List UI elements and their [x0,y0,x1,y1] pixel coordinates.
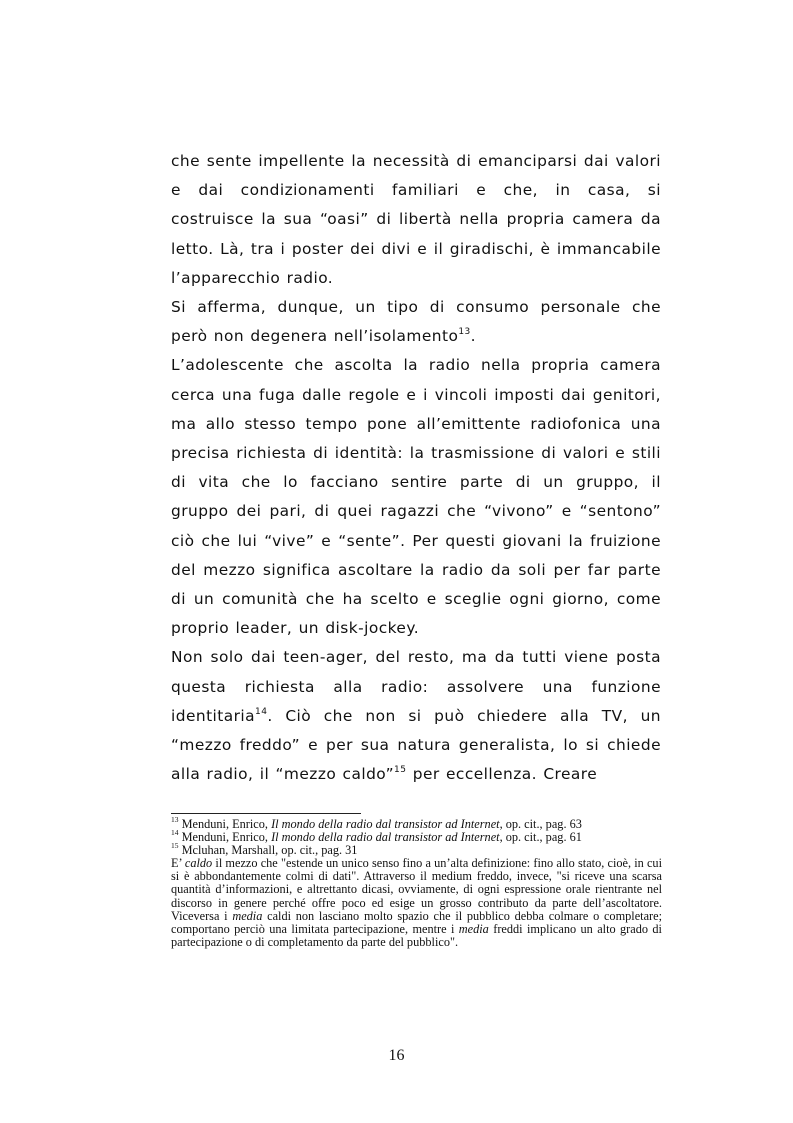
paragraph-4-part1: Non solo dai teen-ager, del resto, ma da tutti viene posta questa richiesta alla radio: assolvere una funzione identitaria [171,648,661,725]
note-em-caldo: caldo [184,856,213,871]
paragraph-3-text: L’adolescente che ascolta la radio nella propria camera cerca una fuga dalle regole e i vincoli imposti dai genitori, ma allo stesso tempo pone all’emittente radiofonica una precisa richiesta di identità: la trasmissione di valori e stili di vita che lo facciano sentire parte di un gruppo, il gruppo dei pari, di quei ragazzi che “vivono” e “sentono” ciò che lui “vive” e “sente”. Per questi giovani la fruizione del mezzo significa ascoltare la radio da soli per far parte di un comunità che ha scelto e sceglie ogni giorno, come proprio leader, un disk-jockey. [171,356,661,638]
paragraph-2-end: . [470,327,477,346]
note-end: freddi implicano un alto grado di partecipazione o di completamento da parte del pubblico". [171,921,662,949]
footnote-13-title: Il mondo della radio dal transistor ad Internet [271,817,500,831]
paragraph-4 [171,643,661,789]
footnote-13-rest: , op. cit., pag. 63 [499,817,582,831]
footnote-14-number: 14 [171,828,179,837]
note-mid-2: caldi non lasciano molto spazio che il pubblico debba colmare o completare; comportano perciò una limitata partecipazione, mentre i [171,908,662,936]
note-em-media-1: media [232,908,263,923]
footnote-14-author: Menduni, Enrico, [178,830,272,845]
main-text [171,147,661,789]
footnote-13-author: Menduni, Enrico, [178,817,272,831]
footnote-separator [171,813,361,814]
paragraph-3 [171,351,661,643]
footnote-13-number: 13 [171,814,179,824]
footnote-15-note [171,857,662,949]
paragraph-1-text: che sente impellente la necessità di emanciparsi dai valori e dai condizionamenti familiari e che, in casa, si costruisce la sua “oasi” di libertà nella propria camera da letto. Là, tra i poster dei divi e il giradischi, è immancabile l’apparecchio radio. [171,152,661,287]
paragraph-2-text: Si afferma, dunque, un tipo di consumo personale che però non degenera nell’isolamento [171,298,661,346]
footnote-15-number: 15 [171,841,179,851]
footnote-ref-15: 15 [394,765,407,776]
footnote-14-title: Il mondo della radio dal transistor ad Internet [271,830,500,845]
footnotes [171,814,662,949]
paragraph-4-part2: . Ciò che non si può chiedere alla TV, un “mezzo freddo” e per sua natura generalista, lo si chiede alla radio, il “mezzo caldo” [171,706,661,784]
footnote-ref-13: 13 [458,327,471,338]
paragraph-1 [171,147,661,293]
footnote-ref-14: 14 [255,706,268,717]
note-em-media-2: media [458,921,489,936]
footnote-14-rest: , op. cit., pag. 61 [499,830,582,845]
footnote-15-text: Mcluhan, Marshall, op. cit., pag. 31 [178,843,358,858]
page-number: 16 [388,1047,405,1064]
paragraph-2 [171,293,661,351]
note-mid-1: il mezzo che "estende un unico senso fino a un’alta definizione: fino allo stato, cioè, in cui si è abbondantemente colmi di dati". Attraverso il medium freddo, invece, "si riceve una scarsa quantità d’informazioni, e altrettanto dicasi, ovviamente, di ogni espressione orale rientrante nel discorso in genere perché offre poco ed esige un grosso contributo da parte dell’ascoltatore. Viceversa i [171,856,662,923]
paragraph-4-part3: per eccellenza. Creare [406,765,598,784]
note-start: E’ [171,856,185,871]
